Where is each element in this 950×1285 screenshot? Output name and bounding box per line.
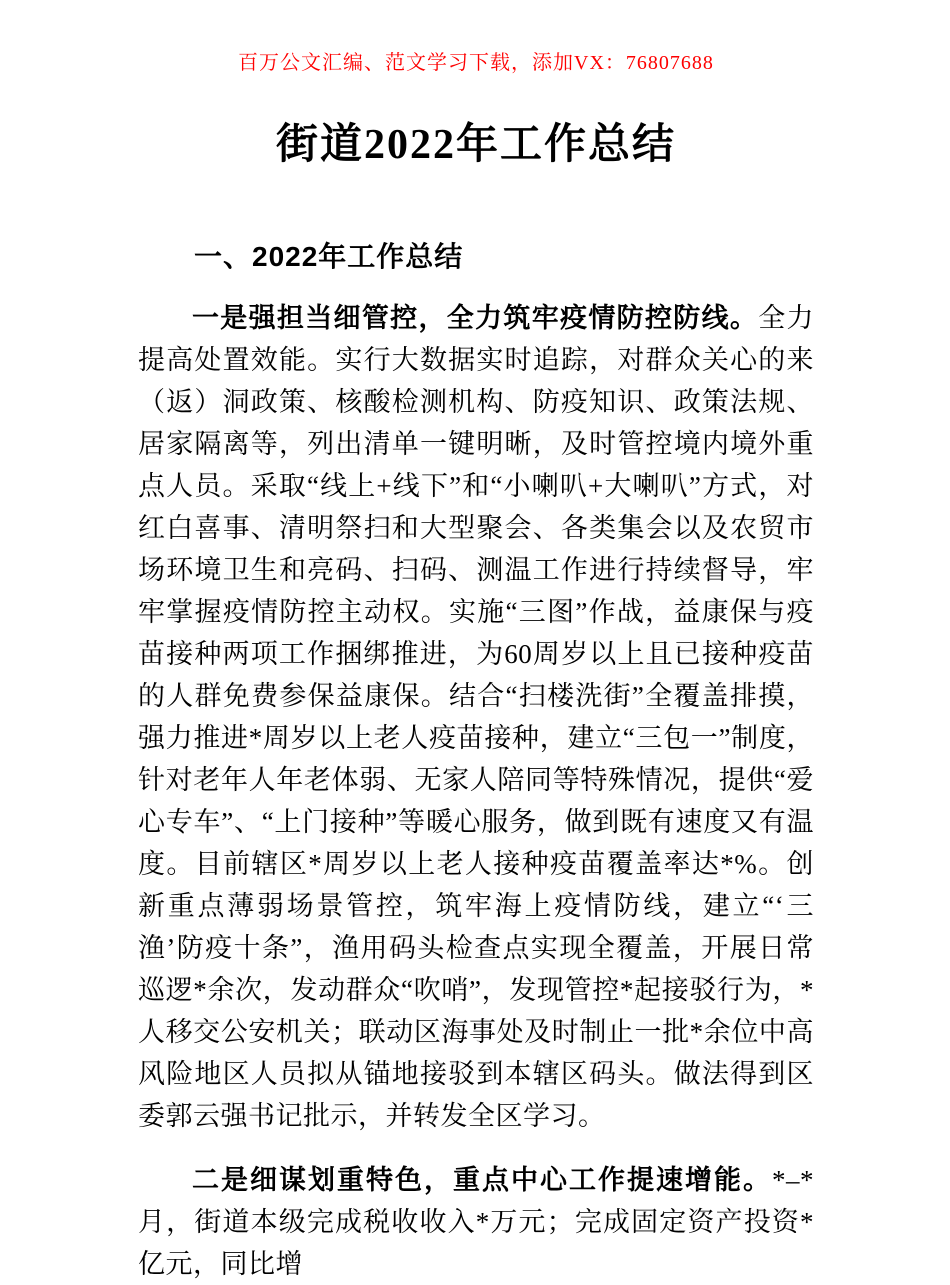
- paragraph-2-text: *–*月，街道本级完成税收收入*万元；完成固定资产投资*亿元，同比增: [138, 1165, 814, 1279]
- paragraph-1: [138, 297, 814, 1137]
- paragraph-1-text: 全力提高处置效能。实行大数据实时追踪，对群众关心的来（返）洞政策、核酸检测机构、防疫知识、政策法规、居家隔离等，列出清单一键明晰，及时管控境内境外重点人员。采取“线上+线下”和“小喇叭+大喇叭”方式，对红白喜事、清明祭扫和大型聚会、各类集会以及农贸市场环境卫生和亮码、扫码、测温工作进行持续督导，牢牢掌握疫情防控主动权。实施“三图”作战，益康保与疫苗接种两项工作捆绑推进，为60周岁以上且已接种疫苗的人群免费参保益康保。结合“扫楼洗街”全覆盖排摸，强力推进*周岁以上老人疫苗接种，建立“三包一”制度，针对老年人年老体弱、无家人陪同等特殊情况，提供“爱心专车”、“上门接种”等暖心服务，做到既有速度又有温度。目前辖区*周岁以上老人接种疫苗覆盖率达*%。创新重点薄弱场景管控，筑牢海上疫情防线，建立“‘三渔’防疫十条”，渔用码头检查点实现全覆盖，开展日常巡逻*余次，发动群众“吹哨”，发现管控*起接驳行为，*人移交公安机关；联动区海事处及时制止一批*余位中高风险地区人员拟从锚地接驳到本辖区码头。做法得到区委郭云强书记批示，并转发全区学习。: [138, 303, 815, 1131]
- document-body: [138, 235, 814, 1285]
- paragraph-2-lead: 二是细谋划重特色，重点中心工作提速增能。: [192, 1165, 772, 1195]
- section-heading: 一、2022年工作总结: [194, 241, 464, 272]
- paragraph-2: [138, 1159, 814, 1285]
- header-notice: 百万公文汇编、范文学习下载，添加VX：76807688: [238, 52, 714, 74]
- document-title: 街道2022年工作总结: [275, 122, 676, 168]
- paragraph-1-lead: 一是强担当细管控，全力筑牢疫情防控防线。: [192, 303, 759, 333]
